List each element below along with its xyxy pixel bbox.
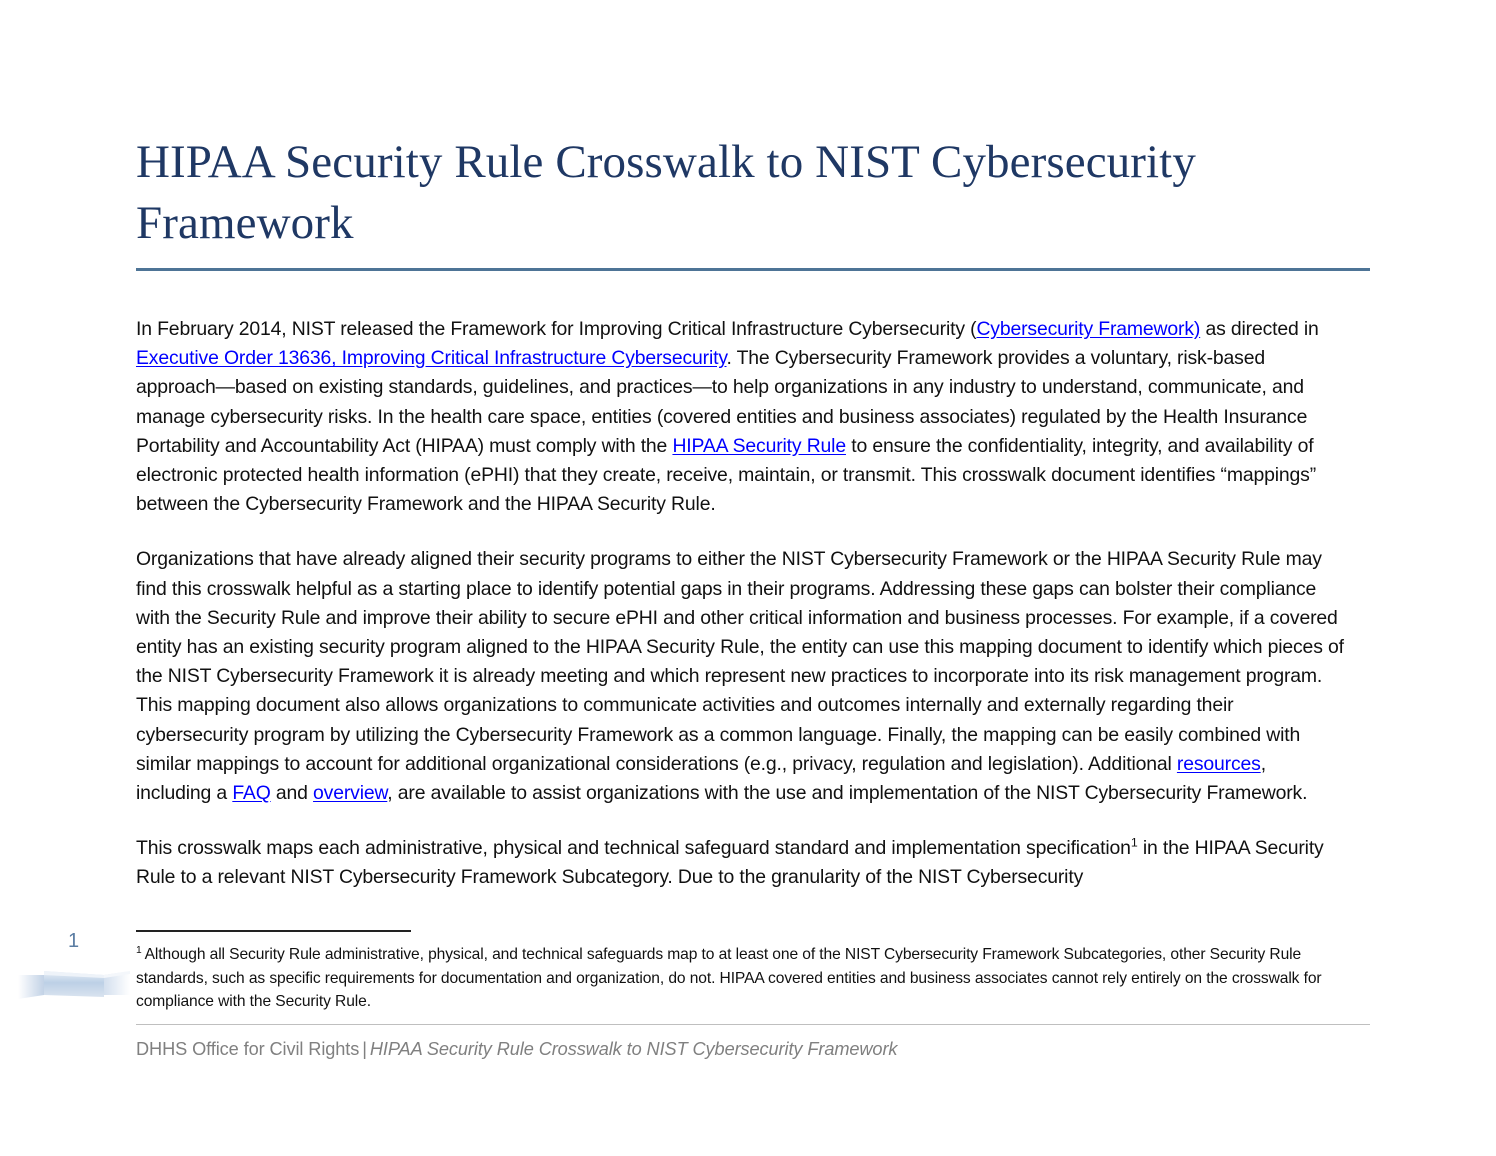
title-divider [136,268,1370,271]
footer-divider: | [362,1039,367,1059]
paragraph-1-text-3: . The Cybersecurity Framework provides a voluntary, risk-based approach—based on existing standards, guidelines, and practices—to help organizations in any industry to understand, communicate, and manage cybersecurity risks. In the health care space, entities (covered entities and business associates) regulated by the Health Insurance Portability and Accountability Act (HIPAA) must comply with the [136,347,1308,457]
page-number-ribbon-graphic [18,965,130,1003]
paragraph-2-text-4: , are available to assist organizations with the use and implementation of the NIST Cybersecurity Framework. [387,782,1308,805]
footer-office: DHHS Office for Civil Rights [136,1039,360,1059]
footnote-separator [136,930,411,932]
paragraph-1-text-1: In February 2014, NIST released the Framework for Improving Critical Infrastructure Cybersecurity ( [136,318,977,340]
page-footer [136,1024,1370,1061]
link-executive-order-13636[interactable]: Executive Order 13636, Improving Critical Infrastructure Cybersecurity [136,347,727,370]
footer-separator [136,1024,1370,1025]
footnote-1 [136,943,1348,1014]
paragraph-1-text-2: as directed in [1200,318,1319,340]
footnote-reference-1[interactable]: 1 [1130,835,1138,850]
footer-text [136,1037,1370,1061]
link-overview[interactable]: overview [313,782,388,805]
link-resources[interactable]: resources [1176,752,1261,775]
page-number: 1 [68,930,80,952]
footnote-marker: 1 [136,944,142,956]
footnote-area [136,930,1348,1014]
paragraph-2-text-2: , including a [136,752,1266,805]
paragraph-2 [136,545,1344,808]
footnote-body: Although all Security Rule administrative, physical, and technical safeguards map to at least one of the NIST Cybersecurity Framework Subcategories, other Security Rule standards, such as specific requirements for documentation and organization, do not. HIPAA covered entities and business associates cannot rely entirely on the crosswalk for compliance with the Security Rule. [136,946,1322,1010]
paragraph-3-text-2: in the HIPAA Security Rule to a relevant NIST Cybersecurity Framework Subcategory. Due to the granularity of the NIST Cybersecurity [136,837,1324,889]
paragraph-3 [136,834,1344,892]
link-cybersecurity-framework[interactable]: Cybersecurity Framework) [976,318,1201,340]
paragraph-1-text-4: to ensure the confidentiality, integrity, and availability of electronic protected health information (ePHI) that they create, receive, maintain, or transmit. This crosswalk document identifies “mappings” between the Cybersecurity Framework and the HIPAA Security Rule. [136,434,1317,516]
paragraph-2-text-3: and [270,782,314,805]
page-number-block [18,930,138,1010]
footer-document-title: HIPAA Security Rule Crosswalk to NIST Cybersecurity Framework [369,1039,898,1059]
paragraph-1 [136,315,1344,519]
link-faq[interactable]: FAQ [232,782,271,805]
document-body [136,315,1344,893]
page-title: HIPAA Security Rule Crosswalk to NIST Cybersecurity Framework [136,136,1196,250]
link-hipaa-security-rule[interactable]: HIPAA Security Rule [672,434,846,457]
title-block [136,132,1370,271]
paragraph-3-text-1: This crosswalk maps each administrative, physical and technical safeguard standard and implementation specification [136,837,1131,860]
paragraph-2-text-1: Organizations that have already aligned their security programs to either the NIST Cybersecurity Framework or the HIPAA Security Rule may find this crosswalk helpful as a starting place to identify potential gaps in their programs. Addressing these gaps can bolster their compliance with the Security Rule and improve their ability to secure ePHI and other critical information and business processes. For example, if a covered entity has an existing security program aligned to the HIPAA Security Rule, the entity can use this mapping document to identify which pieces of the NIST Cybersecurity Framework it is already meeting and which represent new practices to incorporate into its risk management program. This mapping document also allows organizations to communicate activities and outcomes internally and externally regarding their cybersecurity program by utilizing the Cybersecurity Framework as a common language. Finally, the mapping can be easily combined with similar mappings to account for additional organizational considerations (e.g., privacy, regulation and legislation). Additional [136,548,1344,775]
